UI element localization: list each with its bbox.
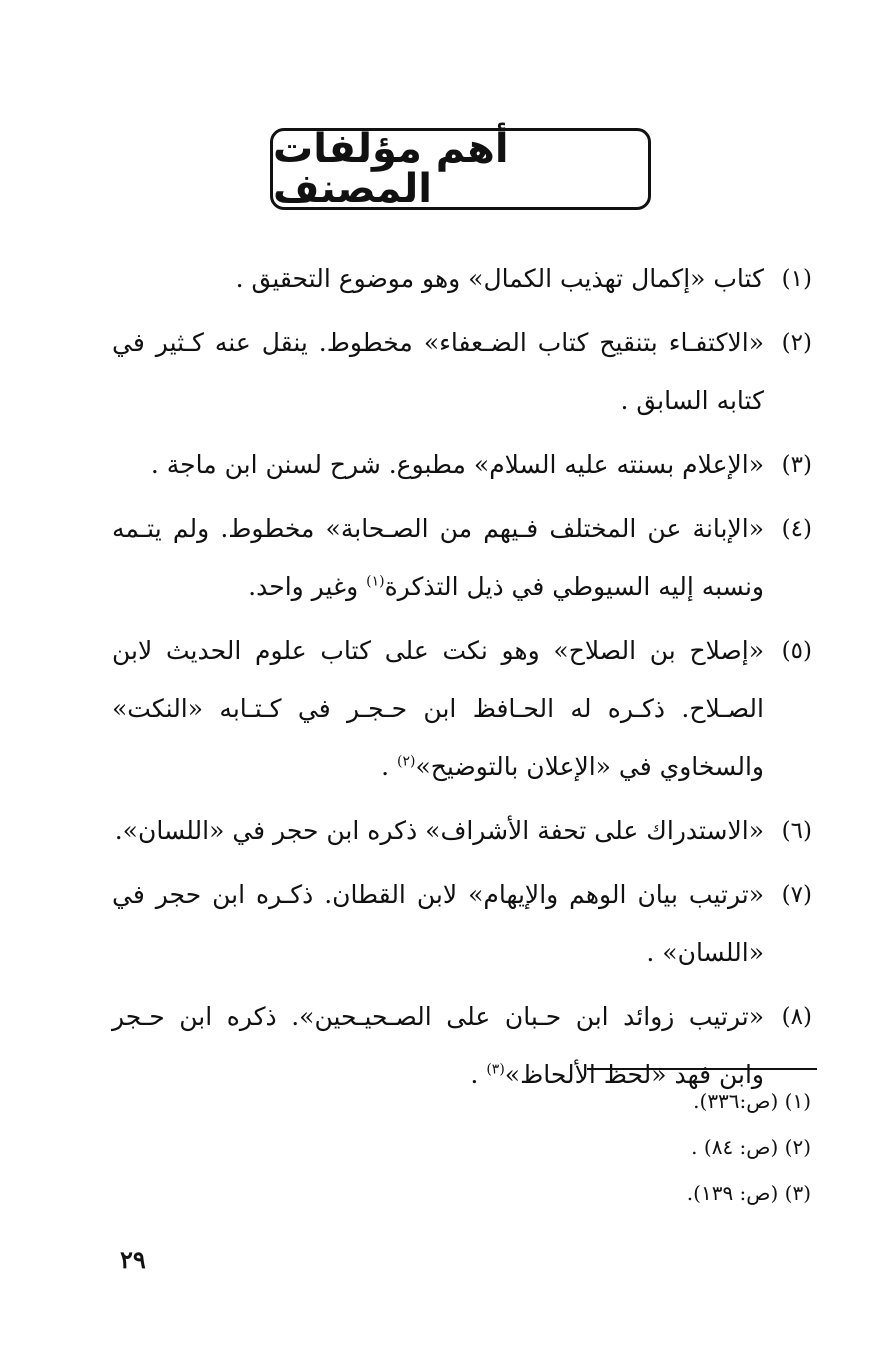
page-number: ٢٩ — [120, 1245, 146, 1274]
footnote-3: (٣) (ص: ١٣٩). — [686, 1181, 811, 1205]
item-line: «اللسان» . — [646, 938, 764, 967]
item-number: (١) — [781, 266, 812, 292]
item-line: الصـلاح. ذكـره له الحـافظ ابن حـجـر في كـتـابه «النكت» — [112, 694, 764, 723]
list-item — [112, 314, 812, 430]
item-number: (٣) — [781, 452, 812, 478]
footnote-divider — [587, 1068, 817, 1070]
item-number: (٥) — [781, 638, 812, 664]
item-line: «ترتيب بيان الوهم والإيهام» لابن القطان. ذكـره ابن حجر في — [112, 880, 764, 909]
list-item — [112, 866, 812, 982]
item-line: «الإعلام بسنته عليه السلام» مطبوع. شرح لسنن ابن ماجة . — [150, 450, 764, 479]
footnote-ref-3[interactable]: (٣) — [486, 1061, 505, 1078]
footnotes — [687, 1078, 811, 1216]
item-line — [112, 558, 764, 616]
item-number: (٢) — [781, 330, 812, 356]
item-number: (٦) — [781, 818, 812, 844]
item-line: كتاب «إكمال تهذيب الكمال» وهو موضوع التحقيق . — [235, 264, 764, 293]
page-title: أهم مؤلفات المصنف — [273, 126, 509, 212]
footnote-2: (٢) (ص: ٨٤) . — [691, 1135, 811, 1159]
item-line-text: والسخاوي في «الإعلان بالتوضيح» — [415, 752, 764, 781]
item-line-text: وغير واحد. — [248, 572, 359, 601]
item-line-text: وابن فهد «لحظ الألحاظ» — [504, 1060, 764, 1089]
title-frame — [270, 128, 651, 210]
item-number: (٧) — [781, 882, 812, 908]
list-item — [112, 802, 812, 860]
list-item — [112, 436, 812, 494]
item-line: «ترتيب زوائد ابن حـبان على الصـحيـحين». ذكره ابن حـجر — [112, 1002, 764, 1031]
item-number: (٨) — [781, 1004, 812, 1030]
item-line: «الاكتفـاء بتنقيح كتاب الضـعفاء» مخطوط. ينقل عنه كـثير في — [112, 328, 764, 357]
item-line — [112, 738, 764, 796]
item-line-text: ونسبه إليه السيوطي في ذيل التذكرة — [384, 572, 764, 601]
item-line: «الإبانة عن المختلف فـيهم من الصـحابة» مخطوط. ولم يتـمه — [112, 514, 764, 543]
item-number: (٤) — [781, 516, 812, 542]
list-item — [112, 250, 812, 308]
footnote-1: (١) (ص:٣٣٦). — [693, 1089, 811, 1113]
list-item — [112, 500, 812, 616]
item-line: «الاستدراك على تحفة الأشراف» ذكره ابن حجر في «اللسان». — [114, 816, 764, 845]
item-line-text: . — [470, 1060, 479, 1089]
footnote-ref-1[interactable]: (١) — [366, 573, 385, 590]
list-item — [112, 622, 812, 796]
item-line-text: . — [381, 752, 390, 781]
footnote-ref-2[interactable]: (٢) — [397, 753, 416, 770]
item-line — [112, 1046, 764, 1104]
item-line: كتابه السابق . — [620, 386, 764, 415]
item-line: «إصلاح بن الصلاح» وهو نكت على كتاب علوم الحديث لابن — [112, 636, 764, 665]
works-list — [112, 250, 812, 1110]
